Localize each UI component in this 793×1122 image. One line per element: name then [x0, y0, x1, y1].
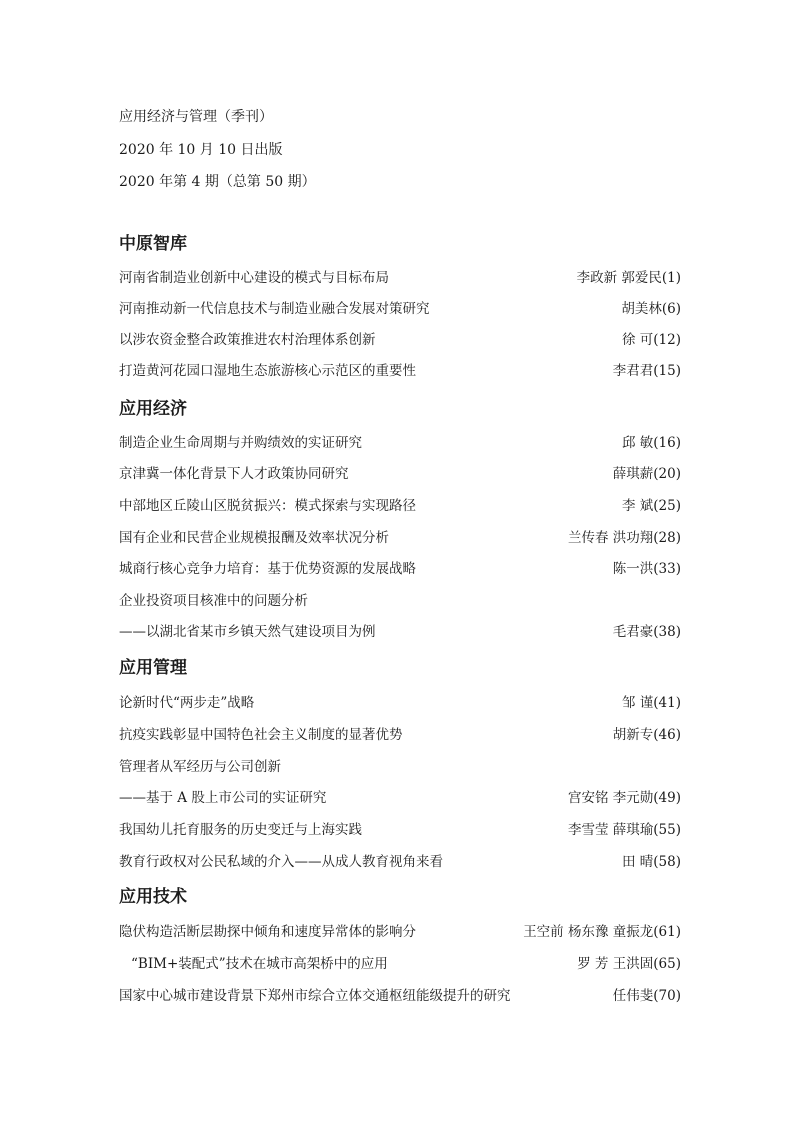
entry-title: 京津冀一体化背景下人才政策协同研究 [119, 466, 349, 482]
toc-entry[interactable] [119, 724, 681, 746]
entry-page: (33) [653, 561, 681, 577]
entry-title: 打造黄河花园口湿地生态旅游核心示范区的重要性 [119, 363, 416, 379]
entry-title: 论新时代“两步走”战略 [119, 695, 255, 711]
entry-authors: 邱 敏 [621, 435, 654, 451]
toc-entry[interactable] [119, 787, 681, 809]
entry-authors: 胡美林 [621, 301, 662, 317]
entry-byline [622, 851, 681, 873]
entry-byline [568, 527, 681, 549]
entry-byline [613, 621, 681, 643]
entry-title: 教育行政权对公民私域的介入——从成人教育视角来看 [119, 854, 443, 870]
entry-title: 中部地区丘陵山区脱贫振兴：模式探索与实现路径 [119, 498, 416, 514]
toc-entry[interactable] [119, 527, 681, 549]
entry-byline [568, 819, 681, 841]
entry-authors: 李 斌 [621, 498, 654, 514]
toc-entry[interactable] [119, 298, 681, 320]
toc-entry[interactable] [119, 590, 681, 612]
entry-title: 城商行核心竞争力培育：基于优势资源的发展战略 [119, 561, 416, 577]
entry-page: (12) [653, 332, 681, 348]
entry-authors: 毛君豪 [612, 624, 654, 640]
entry-byline [568, 787, 681, 809]
toc-entry[interactable] [119, 985, 681, 1007]
entry-page: (16) [653, 435, 681, 451]
entry-authors: 李君君 [612, 363, 654, 379]
entry-title: 制造企业生命周期与并购绩效的实证研究 [119, 435, 362, 451]
entry-authors: 李政新 郭爱民 [576, 270, 662, 286]
entry-byline [621, 298, 681, 320]
entry-page: (41) [653, 695, 681, 711]
entry-page: (1) [661, 270, 681, 286]
entry-authors: 邹 谨 [621, 695, 654, 711]
entry-page: (46) [653, 727, 681, 743]
toc-entry[interactable] [119, 851, 681, 873]
entry-subtitle: ——以湖北省某市乡镇天然气建设项目为例 [119, 624, 376, 640]
issue-number: 2020 年第 4 期（总第 50 期） [119, 174, 316, 190]
toc-entry[interactable] [119, 692, 681, 714]
entry-authors: 徐 可 [621, 332, 654, 348]
toc-entry[interactable] [119, 921, 681, 943]
entry-authors: 田 晴 [621, 854, 654, 870]
toc-entry[interactable] [119, 819, 681, 841]
entry-title: 河南推动新一代信息技术与制造业融合发展对策研究 [119, 301, 430, 317]
entry-title: 我国幼儿托育服务的历史变迁与上海实践 [119, 822, 362, 838]
entry-page: (70) [653, 988, 681, 1004]
entry-page: (6) [661, 301, 681, 317]
entry-page: (55) [653, 822, 681, 838]
toc-entry[interactable] [119, 756, 681, 778]
entry-authors: 王空前 杨东豫 童振龙 [523, 924, 654, 940]
entry-title: 国有企业和民营企业规模报酬及效率状况分析 [119, 530, 389, 546]
toc-entry[interactable] [119, 329, 681, 351]
entry-title: 企业投资项目核准中的问题分析 [119, 593, 308, 609]
entry-byline [577, 267, 681, 289]
entry-page: (49) [653, 790, 681, 806]
toc-entry[interactable] [119, 432, 681, 454]
entry-page: (65) [653, 956, 681, 972]
entry-authors: 任伟斐 [612, 988, 654, 1004]
entry-byline [622, 692, 681, 714]
entry-title: 国家中心城市建设背景下郑州市综合立体交通枢纽能级提升的研究 [119, 988, 511, 1004]
toc-entry[interactable] [119, 953, 681, 975]
entry-page: (58) [653, 854, 681, 870]
toc-entry[interactable] [119, 463, 681, 485]
section-title: 应用技术 [119, 887, 187, 907]
section-title: 中原智库 [119, 234, 187, 254]
publication-date: 2020 年 10 月 10 日出版 [119, 142, 283, 158]
entry-byline [613, 985, 681, 1007]
entry-byline [613, 360, 681, 382]
entry-title: 隐伏构造活断层勘探中倾角和速度异常体的影响分 [119, 924, 416, 940]
entry-byline [622, 432, 681, 454]
entry-page: (20) [653, 466, 681, 482]
entry-byline [523, 921, 681, 943]
entry-byline [613, 724, 681, 746]
toc-entry[interactable] [119, 267, 681, 289]
entry-authors: 胡新专 [612, 727, 654, 743]
entry-title: 管理者从军经历与公司创新 [119, 759, 281, 775]
entry-page: (61) [653, 924, 681, 940]
section-title: 应用经济 [119, 399, 187, 419]
toc-entry[interactable] [119, 621, 681, 643]
entry-page: (15) [653, 363, 681, 379]
entry-authors: 李雪莹 薛琪瑜 [567, 822, 654, 838]
entry-page: (28) [653, 530, 681, 546]
entry-authors: 罗 芳 王洪固 [577, 956, 654, 972]
entry-authors: 薛琪薪 [612, 466, 654, 482]
entry-byline [622, 495, 681, 517]
entry-page: (25) [653, 498, 681, 514]
section-title: 应用管理 [119, 658, 187, 678]
entry-subtitle: ——基于 A 股上市公司的实证研究 [119, 790, 327, 806]
entry-byline [613, 558, 681, 580]
toc-entry[interactable] [119, 360, 681, 382]
entry-byline [577, 953, 681, 975]
entry-authors: 宫安铭 李元勋 [567, 790, 654, 806]
toc-entry[interactable] [119, 558, 681, 580]
entry-title: 河南省制造业创新中心建设的模式与目标布局 [119, 270, 389, 286]
entry-authors: 陈一洪 [612, 561, 654, 577]
journal-title: 应用经济与管理（季刊） [119, 109, 273, 125]
toc-entry[interactable] [119, 495, 681, 517]
entry-title: “BIM+装配式”技术在城市高架桥中的应用 [131, 956, 388, 972]
entry-byline [613, 463, 681, 485]
entry-title: 抗疫实践彰显中国特色社会主义制度的显著优势 [119, 727, 403, 743]
entry-authors: 兰传春 洪功翔 [567, 530, 654, 546]
entry-page: (38) [653, 624, 681, 640]
entry-byline [622, 329, 681, 351]
entry-title: 以涉农资金整合政策推进农村治理体系创新 [119, 332, 376, 348]
